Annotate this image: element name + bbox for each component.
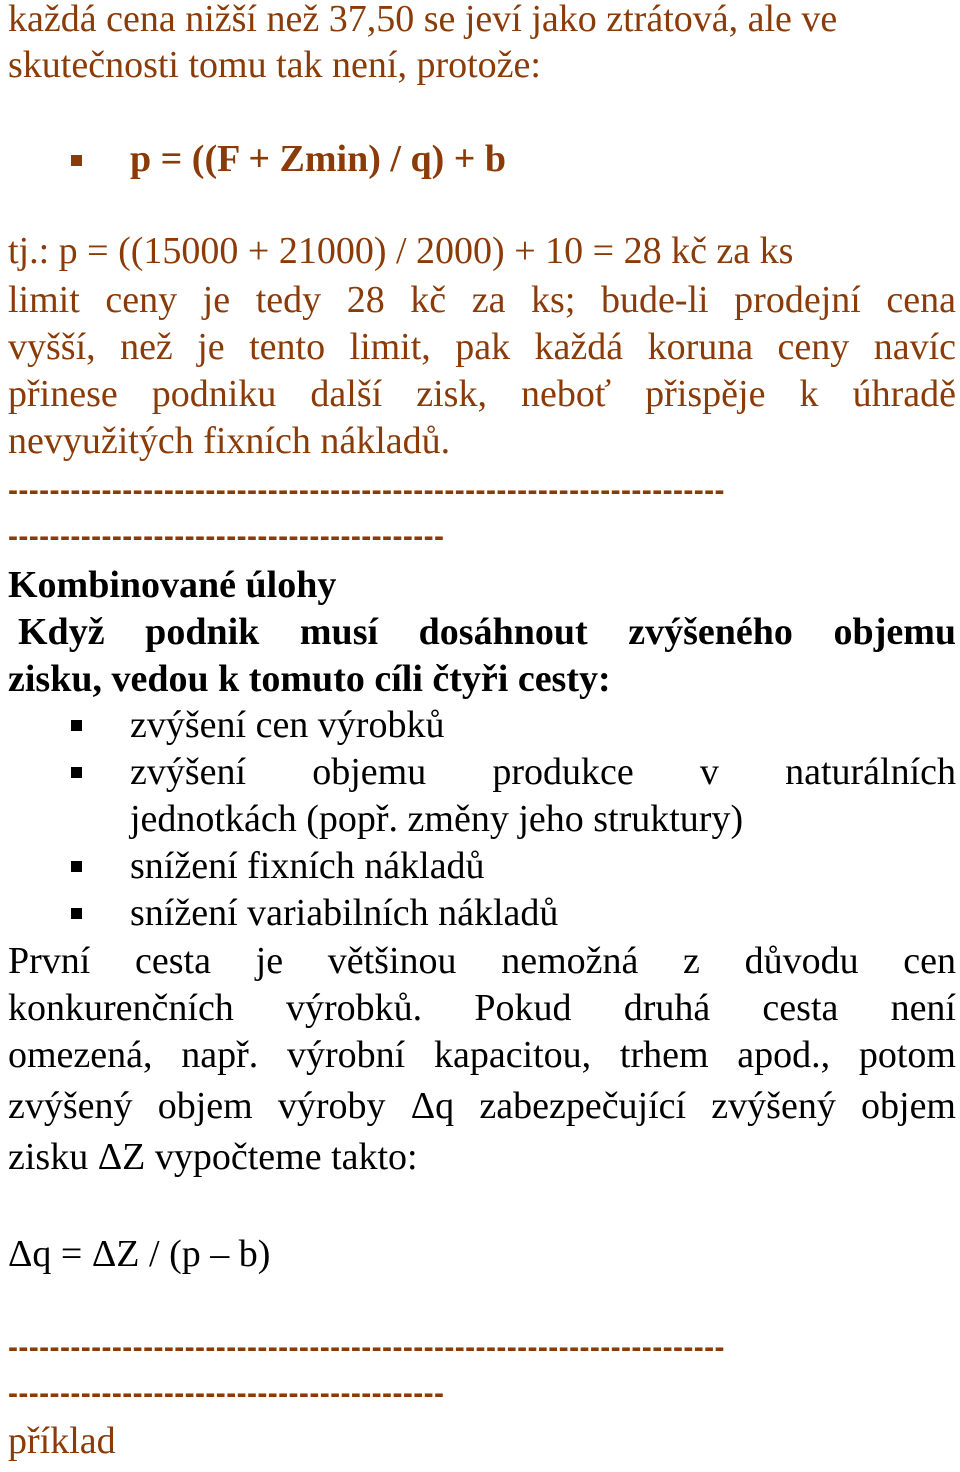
list-item-4: snížení variabilních nákladů bbox=[130, 892, 559, 934]
list-item-1: zvýšení cen výrobků bbox=[130, 704, 445, 746]
para-line-3: omezená, např. výrobní kapacitou, trhem apod., potom bbox=[8, 1034, 956, 1076]
formula-price-limit: p = ((F + Zmin) / q) + b bbox=[130, 138, 507, 180]
square-bullet-icon bbox=[71, 908, 82, 919]
section-title: Kombinované úlohy bbox=[8, 564, 337, 606]
separator-dashes-1a: --------------------------------------------------------------------- bbox=[8, 474, 725, 507]
formula-delta-q: Δq = ΔZ / (p – b) bbox=[8, 1233, 271, 1275]
square-bullet-icon bbox=[71, 155, 82, 166]
separator-dashes-1b: ------------------------------------------ bbox=[8, 520, 445, 553]
calc-line-1: tj.: p = ((15000 + 21000) / 2000) + 10 = 28 kč za ks bbox=[8, 230, 794, 272]
intro-line-1: každá cena nižší než 37,50 se jeví jako ztrátová, ale ve bbox=[8, 0, 838, 40]
para-line-2: konkurenčních výrobků. Pokud druhá cesta není bbox=[8, 987, 956, 1029]
square-bullet-icon bbox=[71, 861, 82, 872]
footer-label: příklad bbox=[8, 1420, 116, 1462]
para-line-5: zisku ΔZ vypočteme takto: bbox=[8, 1136, 418, 1178]
list-item-2-cont: jednotkách (popř. změny jeho struktury) bbox=[130, 798, 744, 840]
list-item-2: zvýšení objemu produkce v naturálních bbox=[130, 751, 956, 793]
section-lead-1: Když podnik musí dosáhnout zvýšeného objemu bbox=[18, 611, 956, 653]
separator-dashes-2b: ------------------------------------------ bbox=[8, 1377, 445, 1410]
section-lead-2: zisku, vedou k tomuto cíli čtyři cesty: bbox=[8, 658, 611, 700]
calc-line-2: limit ceny je tedy 28 kč za ks; bude-li prodejní cena bbox=[8, 279, 956, 321]
para-line-4: zvýšený objem výroby Δq zabezpečující zvýšený objem bbox=[8, 1085, 956, 1127]
calc-line-5: nevyužitých fixních nákladů. bbox=[8, 420, 451, 462]
calc-line-4: přinese podniku další zisk, neboť přispěje k úhradě bbox=[8, 373, 956, 415]
calc-line-3: vyšší, než je tento limit, pak každá koruna ceny navíc bbox=[8, 326, 956, 368]
intro-line-2: skutečnosti tomu tak není, protože: bbox=[8, 44, 541, 86]
square-bullet-icon bbox=[71, 767, 82, 778]
list-item-3: snížení fixních nákladů bbox=[130, 845, 485, 887]
para-line-1: První cesta je většinou nemožná z důvodu cen bbox=[8, 940, 956, 982]
separator-dashes-2a: --------------------------------------------------------------------- bbox=[8, 1331, 725, 1364]
square-bullet-icon bbox=[71, 720, 82, 731]
